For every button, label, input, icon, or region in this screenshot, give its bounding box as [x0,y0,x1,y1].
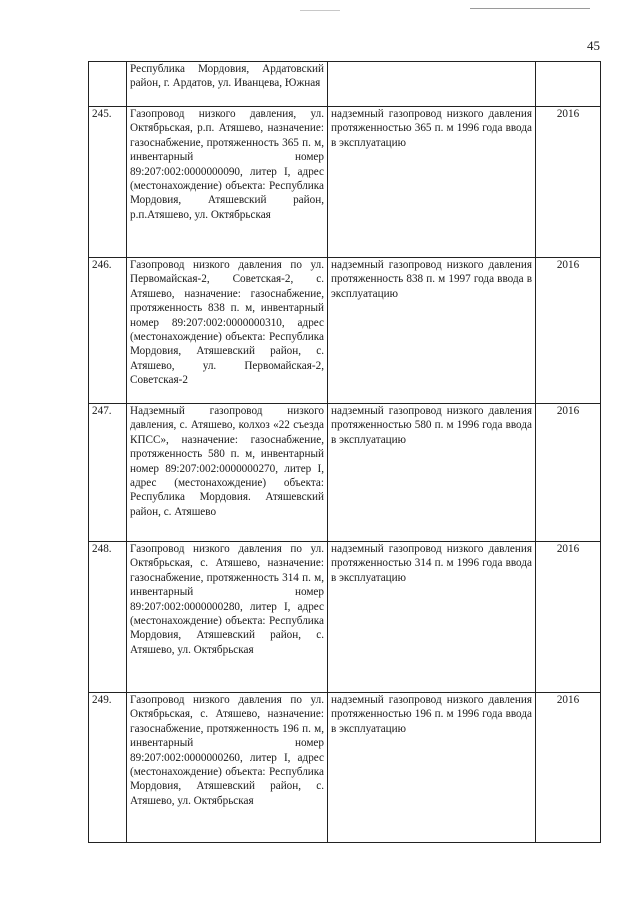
object-description: Газопровод низкого давления по ул. Октябрьская, с. Атяшево, назначение: газоснабжение, протяженность 196 п. м, инвентарный номер 89:207:002:0000000260, литер I, адрес (местонахождение) объекта: Республика Мордовия, Атяшевский район, с. Атяшево, ул. Октябрьская [127,693,328,843]
transfer-year: 2016 [536,693,601,843]
object-characteristics: надземный газопровод низкого давления протяженностью 314 п. м 1996 года ввода в эксплуатацию [328,542,536,693]
transfer-year [536,62,601,107]
scan-artifact-mark [470,8,590,9]
transfer-year: 2016 [536,107,601,258]
object-characteristics: надземный газопровод низкого давления протяженностью 365 п. м 1996 года ввода в эксплуатацию [328,107,536,258]
object-description: Газопровод низкого давления по ул. Октябрьская, с. Атяшево, назначение: газоснабжение, протяженность 314 п. м, инвентарный номер 89:207:002:0000000280, литер I, адрес (местонахождение) объекта: Республика Мордовия, Атяшевский район, с. Атяшево, ул. Октябрьская [127,542,328,693]
row-number: 248. [89,542,127,693]
row-number: 246. [89,258,127,404]
row-number: 247. [89,404,127,542]
transfer-year: 2016 [536,404,601,542]
table-row [89,258,601,404]
table-row [89,62,601,107]
row-number: 249. [89,693,127,843]
scan-artifact-mark [300,10,340,11]
table-row [89,404,601,542]
table-row [89,693,601,843]
object-description: Республика Мордовия, Ардатовский район, г. Ардатов, ул. Иванцева, Южная [127,62,328,107]
row-number: 245. [89,107,127,258]
object-description: Газопровод низкого давления по ул. Первомайская-2, Советская-2, с. Атяшево, назначение: газоснабжение, протяженность 838 п. м, инвентарный номер 89:207:002:0000000310, адрес (местонахождение) объекта: Республика Мордовия, Атяшевский район, с. Атяшево, ул. Первомайская-2, Советская-2 [127,258,328,404]
transfer-year: 2016 [536,542,601,693]
object-characteristics [328,62,536,107]
object-characteristics: надземный газопровод низкого давления протяженностью 580 п. м 1996 года ввода в эксплуатацию [328,404,536,542]
table-row [89,107,601,258]
property-registry-table [88,61,601,843]
table-row [89,542,601,693]
page-number: 45 [587,38,600,53]
object-characteristics: надземный газопровод низкого давления протяженность 838 п. м 1997 года ввода в эксплуатацию [328,258,536,404]
transfer-year: 2016 [536,258,601,404]
object-description: Газопровод низкого давления, ул. Октябрьская, р.п. Атяшево, назначение: газоснабжение, протяженность 365 п. м, инвентарный номер 89:207:002:0000000090, литер I, адрес (местонахождение) объекта: Республика Мордовия, Атяшевский район, р.п.Атяшево, ул. Октябрьская [127,107,328,258]
object-description: Надземный газопровод низкого давления, с. Атяшево, колхоз «22 съезда КПСС», назначение: газоснабжение, протяженность 580 п. м, инвентарный номер 89:207:002:0000000270, литер I, адрес (местонахождение) объекта: Республика Мордовия. Атяшевский район, с. Атяшево [127,404,328,542]
object-characteristics: надземный газопровод низкого давления протяженностью 196 п. м 1996 года ввода в эксплуатацию [328,693,536,843]
row-number [89,62,127,107]
